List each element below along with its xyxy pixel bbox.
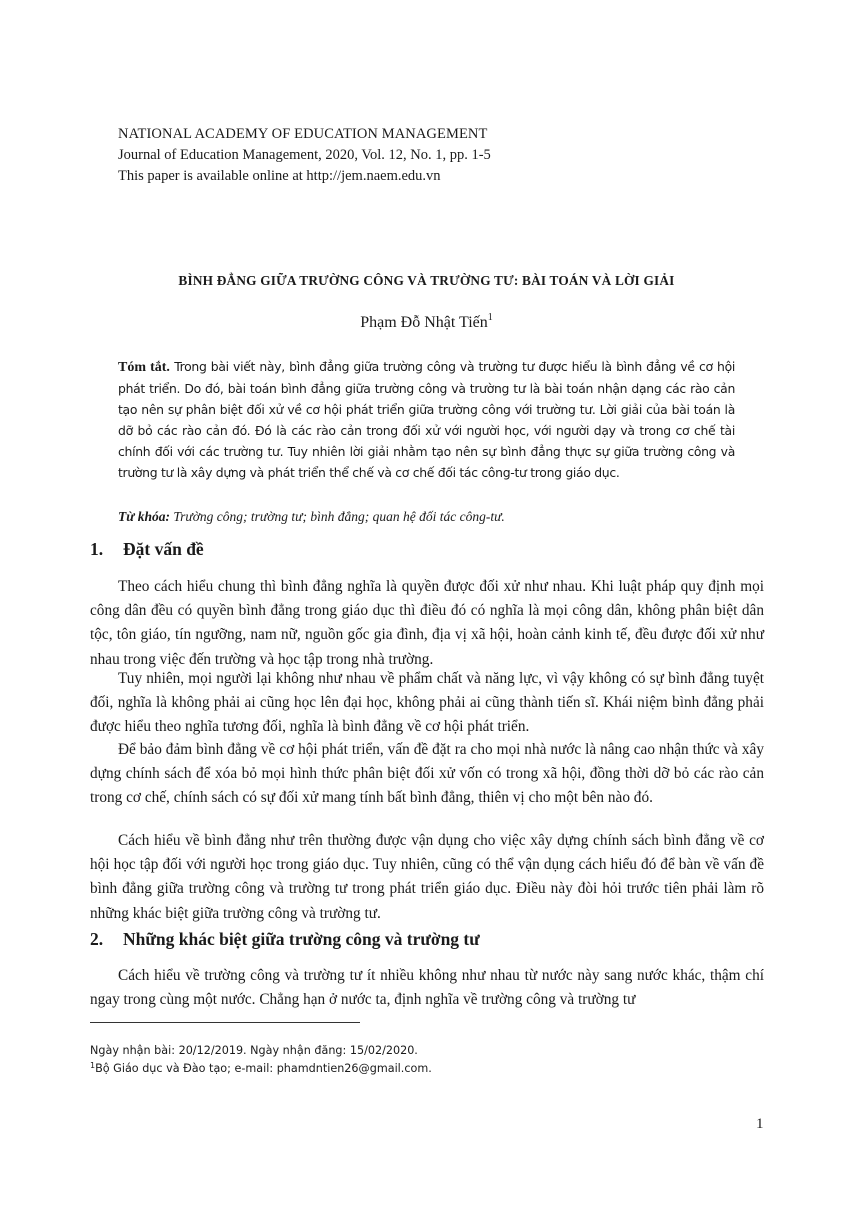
section-title: Những khác biệt giữa trường công và trường tư	[123, 929, 480, 949]
author-footnote-mark: 1	[487, 312, 493, 323]
footnote-text: Bộ Giáo dục và Đào tạo; e-mail: phamdntien26@gmail.com.	[95, 1062, 432, 1075]
abstract-label: Tóm tắt.	[118, 360, 170, 375]
journal-header	[118, 124, 491, 187]
keywords-label: Từ khóa:	[118, 509, 170, 524]
footnote-mark: 1	[90, 1061, 96, 1070]
author-line	[0, 314, 853, 332]
paragraph: Theo cách hiểu chung thì bình đẳng nghĩa là quyền được đối xử như nhau. Khi luật pháp quy định mọi công dân đều có quyền bình đẳng trong giáo dục thì điều đó có nghĩa là mọi công dân, không phân biệt dân tộc, tôn giáo, tín ngưỡng, nam nữ, nguồn gốc gia đình, địa vị xã hội, hoàn cảnh kinh tế, đều được đối xử như nhau trong việc đến trường và học tập trong nhà trường.	[90, 578, 764, 668]
paragraph: Cách hiểu về trường công và trường tư ít nhiều không như nhau từ nước này sang nước khác, thậm chí ngay trong cùng một nước. Chẳng hạn ở nước ta, định nghĩa về trường công và trường tư	[90, 967, 764, 1009]
journal-citation: Journal of Education Management, 2020, Vol. 12, No. 1, pp. 1-5	[118, 147, 491, 163]
availability-note: This paper is available online at http://jem.naem.edu.vn	[118, 168, 441, 184]
paper-title: BÌNH ĐẲNG GIỮA TRƯỜNG CÔNG VÀ TRƯỜNG TƯ: BÀI TOÁN VÀ LỜI GIẢI	[178, 273, 675, 288]
abstract	[118, 356, 735, 484]
keywords-text: Trường công; trường tư; bình đẳng; quan hệ đối tác công-tư.	[173, 509, 505, 524]
section-number: 2.	[90, 929, 104, 949]
footnote-rule	[90, 1022, 360, 1023]
paragraph: Tuy nhiên, mọi người lại không như nhau về phẩm chất và năng lực, vì vậy không có sự bình đẳng tuyệt đối, nghĩa là không phải ai cũng học lên đại học, không phải ai cũng thành tiến sĩ. Khái niệm bình đẳng phải được hiểu theo nghĩa tương đối, nghĩa là bình đẳng về cơ hội phát triển.	[90, 670, 764, 736]
page-number: 1	[756, 1116, 764, 1132]
paragraph: Để bảo đảm bình đẳng về cơ hội phát triển, vấn đề đặt ra cho mọi nhà nước là nâng cao nhận thức và xây dựng chính sách để xóa bỏ mọi hình thức phân biệt đối xử vốn có trong xã hội, đồng thời dỡ bỏ các rào cản trong cơ chế, chính sách có sự đối xử mang tính bất bình đẳng, thiên vị cho một bên nào đó.	[90, 741, 764, 807]
section-heading-1	[90, 539, 204, 560]
footnote-dates: Ngày nhận bài: 20/12/2019. Ngày nhận đăng: 15/02/2020.	[90, 1044, 418, 1057]
footnote-affiliation	[90, 1060, 770, 1078]
section-heading-2	[90, 929, 480, 950]
footnotes	[90, 1042, 770, 1078]
section-title: Đặt vấn đề	[123, 539, 204, 559]
academy-name: NATIONAL ACADEMY OF EDUCATION MANAGEMENT	[118, 126, 488, 142]
author-name: Phạm Đỗ Nhật Tiến	[360, 314, 488, 331]
section-number: 1.	[90, 539, 104, 559]
paragraph: Cách hiểu về bình đẳng như trên thường được vận dụng cho việc xây dựng chính sách bình đẳng về cơ hội học tập đối với người học trong giáo dục. Tuy nhiên, cũng có thể vận dụng cách hiểu đó để bàn về vấn đề bình đẳng giữa trường công và trường tư trong phát triển giáo dục. Điều này đòi hỏi trước tiên phải làm rõ những khác biệt giữa trường công và trường tư.	[90, 832, 764, 922]
keywords	[118, 509, 735, 525]
abstract-text: Trong bài viết này, bình đẳng giữa trường công và trường tư được hiểu là bình đẳng về cơ hội phát triển. Do đó, bài toán bình đẳng giữa trường công và trường tư là bài toán nhận dạng các rào cản tạo nên sự phân biệt đối xử về cơ hội phát triển giữa trường công với trường tư. Lời giải của bài toán là dỡ bỏ các rào cản đó. Đó là các rào cản trong đối xử với người học, với người dạy và trong cơ chế tài chính đối với các trường tư. Tuy nhiên lời giải nhằm tạo nên sự bình đẳng thực sự giữa trường công và trường tư là xây dựng và phát triển thể chế và cơ chế đối tác công-tư trong giáo dục.	[118, 359, 735, 481]
